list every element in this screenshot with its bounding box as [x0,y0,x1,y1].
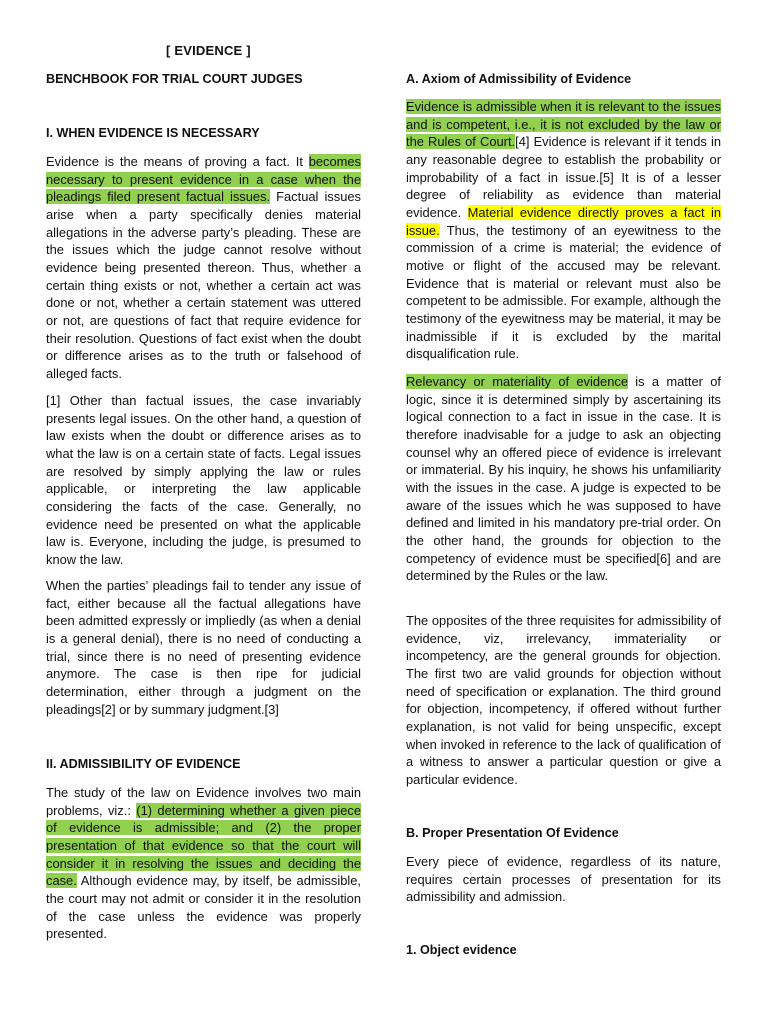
section-heading-when-evidence-necessary: I. WHEN EVIDENCE IS NECESSARY [46,126,260,140]
subsection-heading-axiom: A. Axiom of Admissibility of Evidence [406,72,632,86]
paragraph-axiom: Evidence is admissible when it is relevant to the issues and is competent, i.e., it is not excluded by the law or the Rules of Court.[4] Evidence is relevant if it tends in any reasonable degree to establish the probability or improbability of a fact in issue.[5] It is of a lesser degree of reliability as evidence than material evidence. Material evidence directly proves a fact in issue. Thus, the testimony of an eyewitness to the commission of a crime is material; the evidence of motive or flight of the accused may be relevant. Evidence that is material or relevant must also be competent to be admissible. For example, although the testimony of the eyewitness may be material, it may be inadmissible if it is excluded by the marital disqualification rule. [406,99,722,362]
paragraph-relevancy: Relevancy or materiality of evidence is a matter of logic, since it is determined simply by ascertaining its logical connection to a fact in issue in the case. It is therefore inadvisable for a judge to ask an objecting counsel why an offered piece of evidence is irrelevant or immaterial. By his inquiry, he shows his unfamiliarity with the issues in the case. A judge is expected to be aware of the issues which he was supposed to have defined and limited in his mandatory pre-trial order. On the other hand, the grounds for objection to the competency of evidence must be specified[6] and are determined by the Rules or the law. [406,374,721,584]
paragraph-two-main-problems: The study of the law on Evidence involves two main problems, viz.: (1) determining whether a given piece of evidence is admissible; and (2) the proper presentation of that evidence so that the court will consider it in resolving the issues and deciding the case. Although evidence may, by itself, be admissible, the court may not admit or consider it in the resolution of the case unless the evidence was properly presented. [46,785,361,942]
highlight-green: Evidence is admissible when it is relevant to the issues and is competent, i.e., it is not excluded by the law or the Rules of Court. [406,99,721,150]
subsection-heading-proper-presentation: B. Proper Presentation Of Evidence [406,826,619,840]
paragraph-opposites: The opposites of the three requisites for admissibility of evidence, viz, irrelevancy, immateriality or incompetency, are the general grounds for objection. The first two are valid grounds for objection without need of specification or explanation. The third ground for objection, incompetency, if offered without further explanation, is not valid for being unspecific, except when invoked in reference to the lack of qualification of a witness to answer a particular question or give a particular evidence. [406,613,721,787]
paragraph-presentation-processes: Every piece of evidence, regardless of its nature, requires certain processes of presentation for its admissibility and admission. [406,854,721,905]
paragraph-evidence-definition: Evidence is the means of proving a fact. It becomes necessary to present evidence in a case when the pleadings filed present factual issues. Factual issues arise when a party specifically denies material allegations in the adverse party’s pleading. These are the issues which the judge cannot resolve without evidence being presented thereon. Thus, whether a certain thing exists or not, whether a certain act was done or not, whether a certain statement was uttered or not, are questions of fact that require evidence for their resolution. Questions of fact exist when the doubt or difference arises as to the truth or falsehood of alleged facts. [46,154,361,381]
highlight-green: (1) determining whether a given piece of evidence is admissible; and (2) the proper presentation of that evidence so that the court will consider it in resolving the issues and deciding the case. [46,802,361,889]
highlight-green: becomes necessary to present evidence in a case when the pleadings filed present factual issues. [46,154,361,205]
highlight-yellow: Material evidence directly proves a fact in issue. [406,204,721,238]
highlight-green: Relevancy or materiality of evidence [406,374,628,389]
subsection-heading-object-evidence: 1. Object evidence [406,943,517,957]
section-heading-admissibility: II. ADMISSIBILITY OF EVIDENCE [46,757,241,771]
paragraph-no-issue-of-fact: When the parties’ pleadings fail to tender any issue of fact, either because all the factual allegations have been admitted expressly or impliedly (as when a denial is a general denial), there is no need of conducting a trial, since there is no need of presenting evidence anymore. The case is then ripe for judicial determination, either through a judgment on the pleadings[2] or by summary judgment.[3] [46,578,361,717]
paragraph-legal-issues: [1] Other than factual issues, the case invariably presents legal issues. On the other hand, a question of law exists when the doubt or difference arises as to what the law is on a certain state of facts. Legal issues are resolved by simply applying the law or rules applicable, or interpreting the law applicable considering the facts of the case. Generally, no evidence need be presented on what the applicable law is. Everyone, including the judge, is presumed to know the law. [46,393,361,567]
document-title: [ EVIDENCE ] [166,43,251,58]
document-subtitle: BENCHBOOK FOR TRIAL COURT JUDGES [46,72,303,86]
